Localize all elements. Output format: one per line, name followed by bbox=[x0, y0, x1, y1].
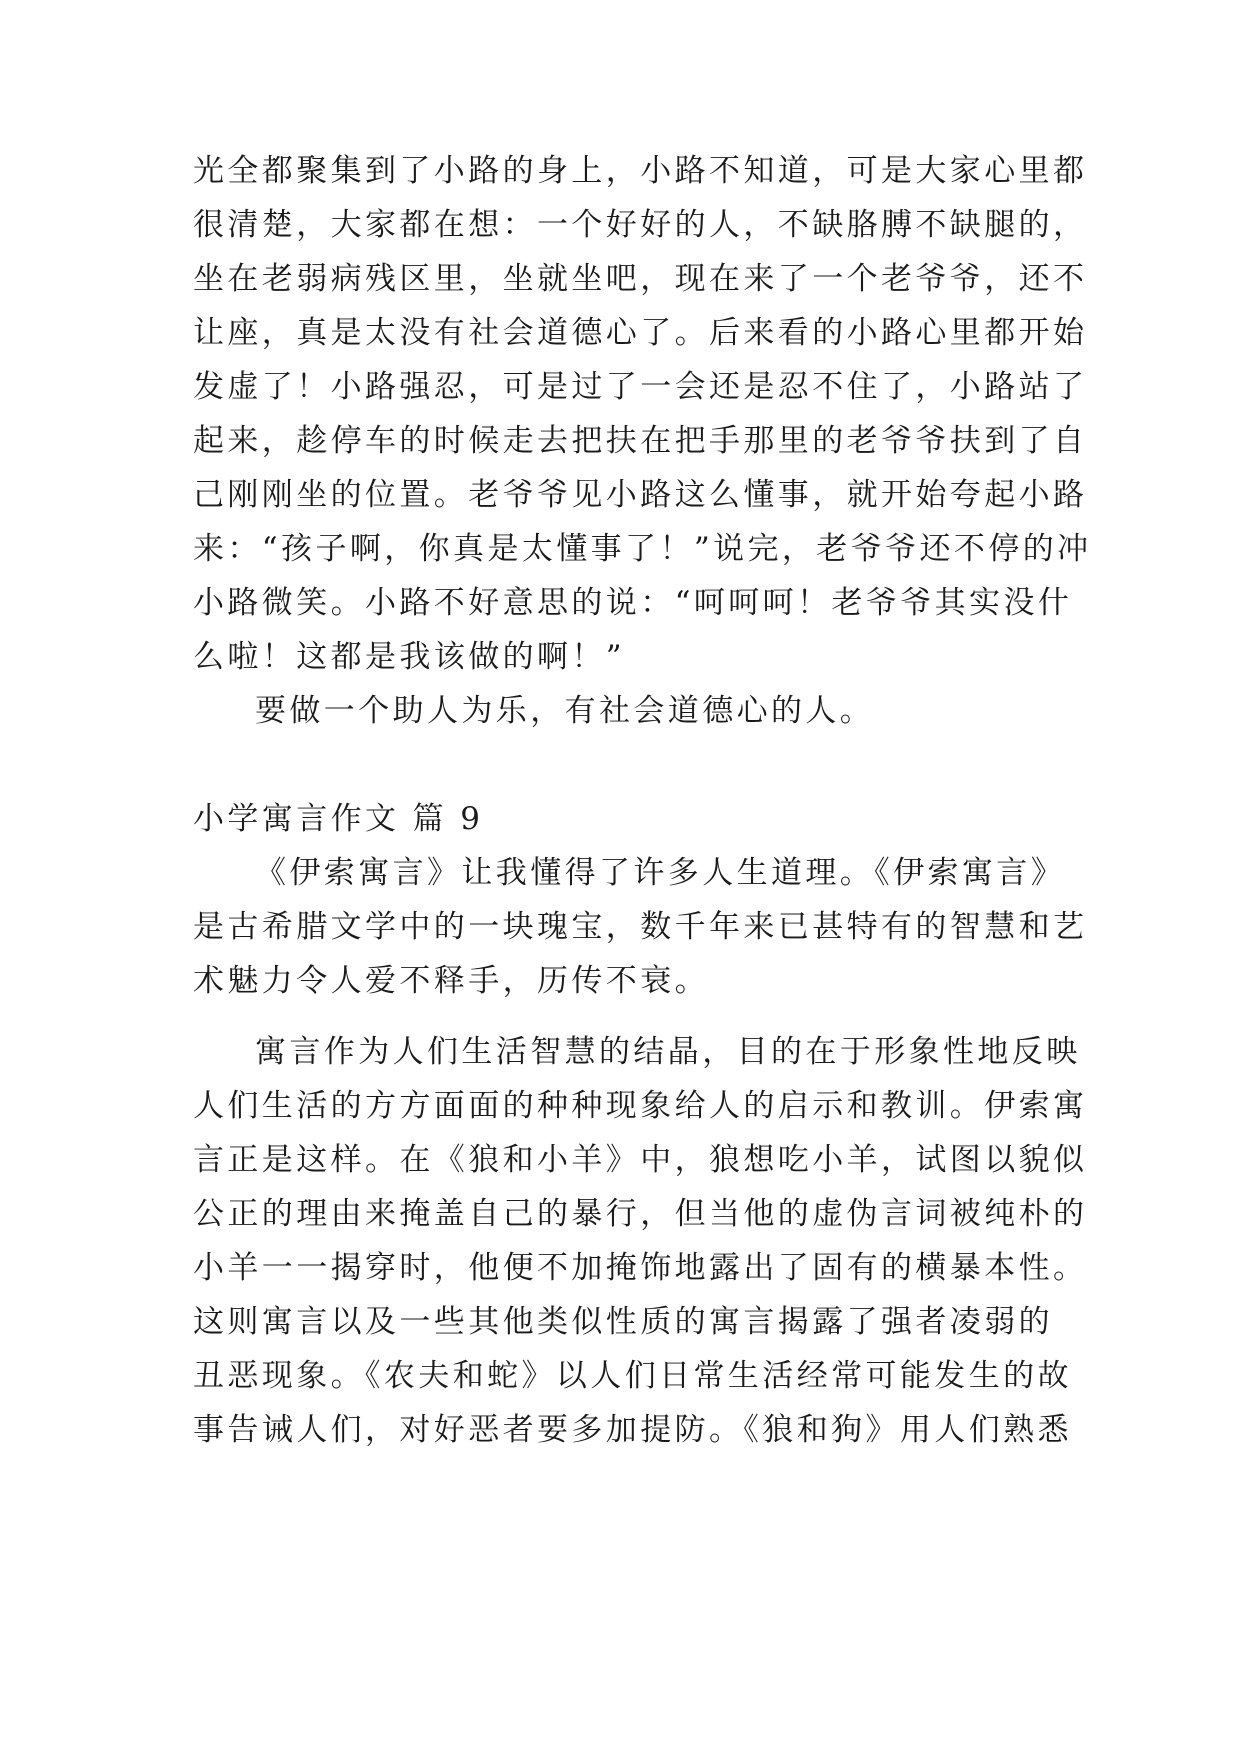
text-line: 起来，趁停车的时候走去把扶在把手那里的老爷爷扶到了自 bbox=[193, 423, 1088, 459]
text-line: 么啦！这都是我该做的啊！” bbox=[193, 639, 626, 675]
conclusion-paragraph: 要做一个助人为乐，有社会道德心的人。 bbox=[255, 693, 875, 729]
text-line: 来：“孩子啊，你真是太懂事了！”说完，老爷爷还不停的冲 bbox=[193, 531, 1092, 567]
section-heading: 小学寓言作文 篇 9 bbox=[193, 801, 484, 837]
text-line: 事告诫人们，对好恶者要多加提防。《狼和狗》用人们熟悉 bbox=[193, 1412, 1072, 1448]
text-line: 公正的理由来掩盖自己的暴行，但当他的虚伪言词被纯朴的 bbox=[193, 1196, 1088, 1232]
text-line: 光全都聚集到了小路的身上，小路不知道，可是大家心里都 bbox=[193, 153, 1088, 189]
text-line: 这则寓言以及一些其他类似性质的寓言揭露了强者凌弱的 bbox=[193, 1304, 1053, 1340]
text-line: 人们生活的方方面面的种种现象给人的启示和教训。伊索寓 bbox=[193, 1088, 1088, 1124]
text-line: 言正是这样。在《狼和小羊》中，狼想吃小羊，试图以貌似 bbox=[193, 1142, 1088, 1178]
text-line: 丑恶现象。《农夫和蛇》以人们日常生活经常可能发生的故 bbox=[193, 1358, 1072, 1394]
text-line: 让座，真是太没有社会道德心了。后来看的小路心里都开始 bbox=[193, 315, 1088, 351]
text-line: 坐在老弱病残区里，坐就坐吧，现在来了一个老爷爷，还不 bbox=[193, 261, 1088, 297]
text-line: 寓言作为人们生活智慧的结晶，目的在于形象性地反映 bbox=[255, 1034, 1081, 1070]
text-line: 小路微笑。小路不好意思的说：“呵呵呵！老爷爷其实没什 bbox=[193, 585, 1073, 621]
text-line: 术魅力令人爱不释手，历传不衰。 bbox=[193, 963, 709, 999]
text-line: 是古希腊文学中的一块瑰宝，数千年来已甚特有的智慧和艺 bbox=[193, 909, 1088, 945]
text-line: 很清楚，大家都在想：一个好好的人，不缺胳膊不缺腿的， bbox=[193, 207, 1088, 243]
text-line: 小羊一一揭穿时，他便不加掩饰地露出了固有的横暴本性。 bbox=[193, 1250, 1088, 1286]
text-line: 己刚刚坐的位置。老爷爷见小路这么懂事，就开始夸起小路 bbox=[193, 477, 1088, 513]
text-line: 《伊索寓言》让我懂得了许多人生道理。《伊索寓言》 bbox=[255, 855, 1066, 891]
text-line: 发虚了！小路强忍，可是过了一会还是忍不住了，小路站了 bbox=[193, 369, 1088, 405]
